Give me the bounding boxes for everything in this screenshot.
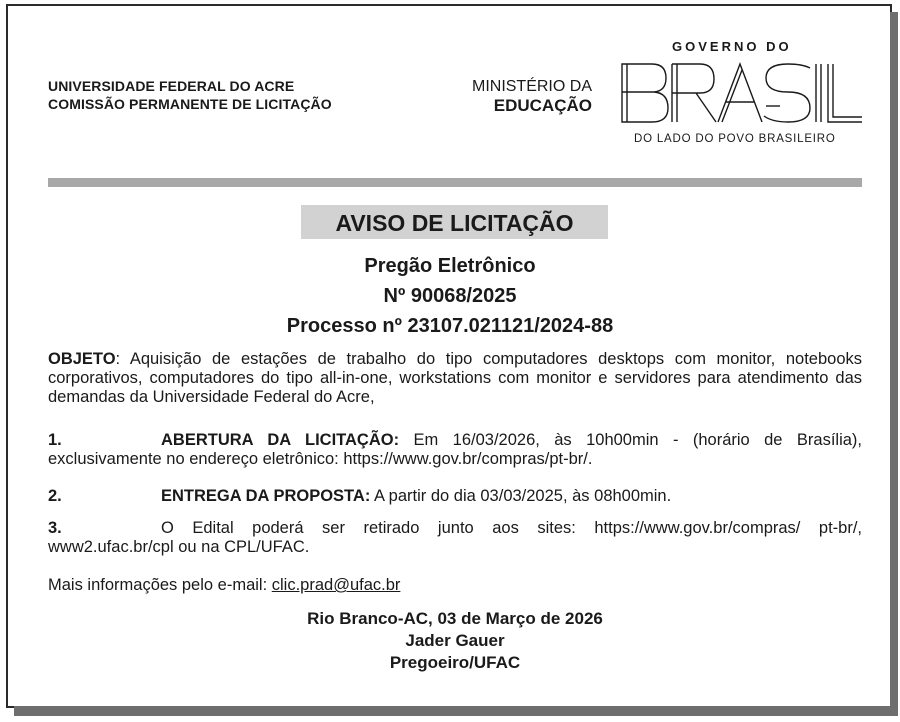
item-number: 3. [48,519,62,537]
ministry-line2: EDUCAÇÃO [493,96,592,115]
item-label: ENTREGA DA PROPOSTA: [161,487,371,505]
item-3 [48,519,862,557]
notice-number: Nº 90068/2025 [383,285,517,307]
item-number: 2. [48,487,62,505]
process-number: Processo nº 23107.021121/2024-88 [286,315,614,337]
frame-shadow-bottom [14,706,898,716]
item-label: ABERTURA DA LICITAÇÃO: [161,431,400,449]
signer-name: Jader Gauer [405,631,505,650]
gov-slogan: DO LADO DO POVO BRASILEIRO [634,133,836,145]
org-name: UNIVERSIDADE FEDERAL DO ACRE [48,78,295,94]
item-text: O Edital poderá ser retirado junto aos sites: https://www.gov.br/compras/ pt-br/, www2.ufac.br/cpl ou na CPL/UFAC. [48,519,862,556]
item-text: A partir do dia 03/03/2025, às 08h00min. [370,487,672,505]
brasil-logo [620,62,864,124]
ministry-logo [460,77,592,115]
item-2 [48,487,862,506]
more-info-text: Mais informações pelo e-mail: [48,576,272,594]
item-number: 1. [48,431,62,449]
notice-title: AVISO DE LICITAÇÃO [335,210,574,236]
object-text: : Aquisição de estações de trabalho do tipo computadores desktops com monitor, notebooks corporativos, computadores do tipo all-in-one, workstations com monitor e servidores para atendimento das demandas da Universidade Federal do Acre, [48,350,862,406]
organization-block [48,77,332,113]
item-text: Em 16/03/2026, às 10h00min - (horário de Brasília), exclusivamente no endereço eletrônico: https://www.gov.br/compras/pt-br/. [48,431,862,468]
more-info [48,576,862,595]
item-1 [48,431,862,469]
gov-label: GOVERNO DO [672,39,792,54]
object-paragraph [48,350,862,407]
ministry-line1: MINISTÉRIO DA [471,78,592,95]
signer-role: Pregoeiro/UFAC [389,653,521,672]
contact-email-link[interactable]: clic.prad@ufac.br [271,576,401,594]
header-divider [48,178,862,187]
place-date: Rio Branco-AC, 03 de Março de 2026 [307,609,603,628]
title-box [301,205,608,239]
modality: Pregão Eletrônico [364,255,536,277]
object-label: OBJETO [48,350,116,368]
org-commission: COMISSÃO PERMANENTE DE LICITAÇÃO [48,96,332,112]
